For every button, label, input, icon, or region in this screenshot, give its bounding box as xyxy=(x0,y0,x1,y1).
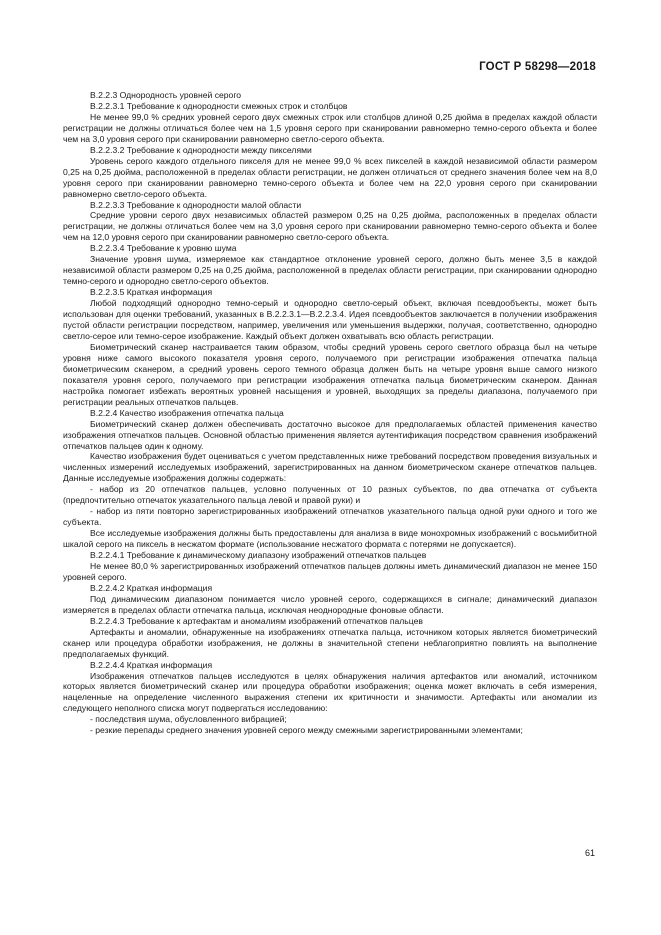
list-item: - резкие перепады среднего значения уровней серого между смежными зарегистрированными элементами; xyxy=(90,725,523,736)
paragraph: Уровень серого каждого отдельного пикселя для не менее 99,0 % всех пикселей в каждой независимой области размером 0,25 на 0,25 дюйма, расположенной в пределах области регистрации, не должен отличаться от среднего значения более чем на 8,0 уровня серого при сканировании равномерно темно-серого объекта и более чем на 22,0 уровня серого при сканировании равномерно светло-серого объекта. xyxy=(63,155,597,199)
paragraph: Биометрический сканер настраивается таким образом, чтобы средний уровень серого светлого образца был на четыре уровня ниже самого высокого показателя уровня серого, получаемого при регистрации изображения отпечатка пальца биометрическим сканером, а средний уровень серого темного образца должен быть на четыре уровня выше самого низкого показателя уровня серого, получаемого при регистрации изображения отпечатка пальца биометрическим сканером. Данная настройка помогает избежать вероятных уровней насыщения и уровней, выходящих за пределы диапазона, получаемого при регистрации реальных отпечатков пальцев. xyxy=(63,341,597,407)
section-heading: В.2.2.4 Качество изображения отпечатка пальца xyxy=(90,407,284,418)
paragraph: Значение уровня шума, измеряемое как стандартное отклонение уровней серого, должно быть менее 3,5 в каждой независимой области размером 0,25 на 0,25 дюйма, расположенной в пределах области регистрации, при сканировании однородно темно-серого и однородно светло-серого объектов. xyxy=(63,254,597,287)
paragraph: Любой подходящий однородно темно-серый и однородно светло-серый объект, включая псевдообъекты, может быть использован для оценки требований, указанных в В.2.2.3.1—В.2.2.3.4. Идея псевдообъектов заключается в получении изображения пустой области регистрации посредством, например, увеличения или уменьшения выдержки, получая, соответственно, однородно светло-серое или темно-серое изображение. Каждый объект должен охватывать всю область регистрации. xyxy=(63,298,597,341)
paragraph: Все исследуемые изображения должны быть предоставлены для анализа в виде монохромных изображений с восьмибитной шкалой серого на пиксель в несжатом формате (использование несжатого формата с потерями не допускается). xyxy=(63,528,597,550)
section-heading: В.2.2.4.4 Краткая информация xyxy=(90,659,213,670)
document-body xyxy=(63,90,597,736)
section-heading: В.2.2.4.2 Краткая информация xyxy=(90,582,213,593)
page-number: 61 xyxy=(584,848,595,858)
list-item: - набор из 20 отпечатков пальцев, условно полученных от 10 разных субъектов, по два отпечатка от субъекта (предпочтительно отпечаток указательного пальца левой и правой руки) и xyxy=(63,484,597,506)
list-item: - набор из пяти повторно зарегистрированных изображений отпечатков указательного пальца одной руки одного и того же субъекта. xyxy=(63,506,597,528)
section-heading: В.2.2.3.3 Требование к однородности малой области xyxy=(90,199,302,210)
paragraph: Качество изображения будет оцениваться с учетом представленных ниже требований посредством проведения визуальных и численных измерений исследуемых изображений, зарегистрированных на данном биометрическом сканере отпечатков пальцев. Данные исследуемые изображения должны содержать: xyxy=(63,451,597,484)
section-heading: В.2.2.4.3 Требование к артефактам и аномалиям изображений отпечатков пальцев xyxy=(90,615,423,626)
paragraph: Артефакты и аномалии, обнаруженные на изображениях отпечатка пальца, источником которых является биометрический сканер или процедура обработки изображения, не должны в значительной степени неблагоприятно повлиять на выполнение предполагаемых функций. xyxy=(63,626,597,659)
paragraph: Под динамическим диапазоном понимается число уровней серого, содержащихся в сигнале; динамический диапазон измеряется в пределах области отпечатка пальца, исключая неоднородные фоновые области. xyxy=(63,593,597,615)
section-heading: В.2.2.4.1 Требование к динамическому диапазону изображений отпечатков пальцев xyxy=(90,550,427,561)
section-heading: В.2.2.3.1 Требование к однородности смежных строк и столбцов xyxy=(90,100,348,111)
paragraph: Средние уровни серого двух независимых областей размером 0,25 на 0,25 дюйма, расположенных в пределах области регистрации, не должны отличаться более чем на 3,0 уровня серого при сканировании равномерно темно-серого объекта и более чем на 12,0 уровня серого при сканировании равномерно светло-серого объекта. xyxy=(63,210,597,243)
section-heading: В.2.2.3.5 Краткая информация xyxy=(90,287,213,298)
paragraph: Не менее 99,0 % средних уровней серого двух смежных строк или столбцов длиной 0,25 дюйма в пределах каждой области регистрации не должны отличаться более чем на 1,5 уровня серого при сканировании равномерно темно-серого объекта и более чем на 3,0 уровня серого при сканировании равномерно светло-серого объекта. xyxy=(63,111,597,144)
paragraph: Биометрический сканер должен обеспечивать достаточно высокое для предполагаемых областей применения качество изображения отпечатков пальцев. Основной областью применения является аутентификация посредством сравнения изображений отпечатков пальцев один к одному. xyxy=(63,418,597,451)
paragraph: Не менее 80,0 % зарегистрированных изображений отпечатков пальцев должны иметь динамический диапазон не менее 150 уровней серого. xyxy=(63,560,597,582)
document-header: ГОСТ Р 58298—2018 xyxy=(479,61,596,73)
section-heading: В.2.2.3.4 Требование к уровню шума xyxy=(90,243,237,254)
paragraph: Изображения отпечатков пальцев исследуются в целях обнаружения наличия артефактов или аномалий, источником которых является биометрический сканер или процедура обработки изображения; оценка может включать в себя измерения, нацеленные на определение численного выражения степени их критичности и значимости. Артефакты или аномалии из следующего неполного списка могут подвергаться исследованию: xyxy=(63,670,597,714)
section-heading: В.2.2.3.2 Требование к однородности между пикселями xyxy=(90,144,312,155)
section-heading: В.2.2.3 Однородность уровней серого xyxy=(90,90,242,100)
list-item: - последствия шума, обусловленного вибрацией; xyxy=(90,714,287,725)
